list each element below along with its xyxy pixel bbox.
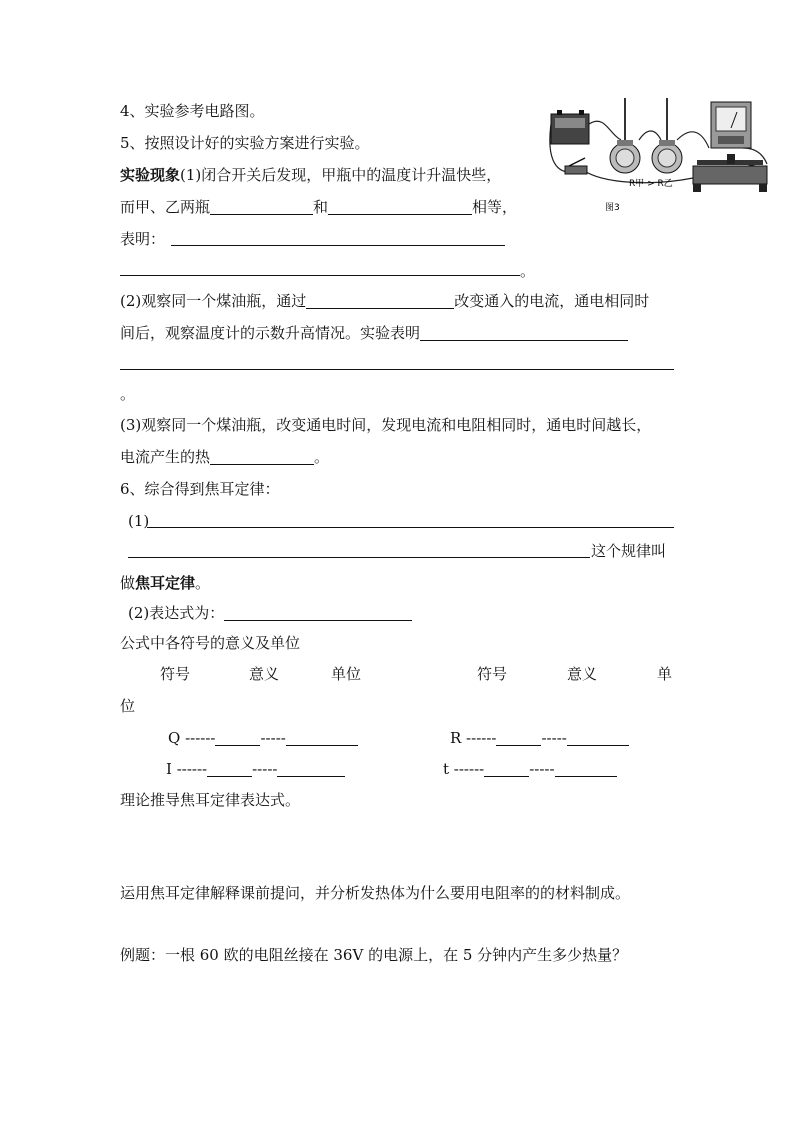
answer-line-law-2[interactable] — [128, 557, 590, 558]
symbols-header-wrap: 位 — [120, 697, 136, 715]
resistance-relation-label: R甲 > R乙 — [629, 179, 673, 189]
t-unit-blank[interactable] — [555, 760, 617, 777]
step-4-text: 4、实验参考电路图。 — [120, 102, 265, 120]
switch-icon — [565, 158, 587, 174]
law-tail-text: 这个规律叫 — [591, 542, 667, 560]
shows-label: 表明： — [120, 230, 166, 248]
blank-field-3[interactable] — [306, 292, 454, 309]
flask-yi-icon — [652, 98, 682, 173]
t-meaning-blank[interactable] — [484, 760, 529, 777]
blank-field-5[interactable] — [210, 448, 314, 465]
symbol-row-Q: Q ------ ----- — [168, 728, 358, 748]
law-name: 焦耳定律 — [135, 574, 196, 592]
period-mark: 。 — [520, 262, 536, 280]
symbol-row-I: I ------ ----- — [166, 759, 345, 779]
answer-line-p2[interactable] — [120, 369, 674, 370]
answer-line-law-1[interactable] — [147, 527, 674, 528]
phenomenon-line-2: 而甲、乙两瓶 和 相等， — [120, 198, 518, 216]
battery-icon — [551, 110, 589, 144]
symbols-heading: 公式中各符号的意义及单位 — [120, 634, 301, 652]
ammeter-icon — [711, 102, 751, 148]
phenomenon-paragraph-2: (2)观察同一个煤油瓶，通过 改变通入的电流，通电相同时 — [120, 292, 650, 310]
i-unit-blank[interactable] — [277, 760, 345, 777]
symbol-row-R: R ------ ----- — [450, 728, 629, 748]
law-item-1-label: (1) — [128, 512, 150, 530]
example-text: 例题：一根 60 欧的电阻丝接在 36V 的电源上，在 5 分钟内产生多少热量？ — [120, 946, 628, 964]
law-name-line: 做焦耳定律。 — [120, 574, 211, 592]
blank-field-expression[interactable] — [224, 604, 412, 621]
phenomenon-paragraph-1: 实验现象(1)闭合开关后发现，甲瓶中的温度计升温快些， — [120, 166, 502, 184]
q-meaning-blank[interactable] — [215, 729, 260, 746]
answer-line-shows-1[interactable] — [171, 245, 505, 246]
rheostat-icon — [693, 154, 767, 192]
expression-line: (2)表达式为： — [128, 603, 412, 623]
step-5-text: 5、按照设计好的实验方案进行实验。 — [120, 134, 370, 152]
phenomenon-paragraph-3b: 电流产生的热 。 — [120, 448, 330, 466]
i-meaning-blank[interactable] — [207, 760, 252, 777]
blank-field-1[interactable] — [210, 198, 313, 215]
phenomenon-paragraph-2b: 间后，观察温度计的示数升高情况。实验表明 — [120, 323, 628, 343]
period-mark-2: 。 — [120, 385, 136, 403]
figure-caption: 图3 — [605, 203, 620, 213]
apply-text: 运用焦耳定律解释课前提问，并分析发热体为什么要用电阻率的的材料制成。 — [120, 884, 631, 902]
phenomenon-paragraph-3: (3)观察同一个煤油瓶，改变通电时间，发现电流和电阻相同时，通电时间越长， — [120, 416, 652, 434]
derive-text: 理论推导焦耳定律表达式。 — [120, 791, 301, 809]
circuit-diagram-figure — [543, 94, 775, 216]
q-unit-blank[interactable] — [286, 729, 358, 746]
step-6-title: 6、综合得到焦耳定律： — [120, 480, 280, 498]
symbol-row-t: t ------ ----- — [443, 759, 617, 779]
phenomenon-label: 实验现象 — [120, 166, 181, 184]
blank-field-4[interactable] — [420, 324, 628, 341]
r-meaning-blank[interactable] — [496, 729, 541, 746]
r-unit-blank[interactable] — [567, 729, 629, 746]
answer-line-shows-2[interactable] — [120, 275, 520, 276]
blank-field-2[interactable] — [328, 198, 472, 215]
